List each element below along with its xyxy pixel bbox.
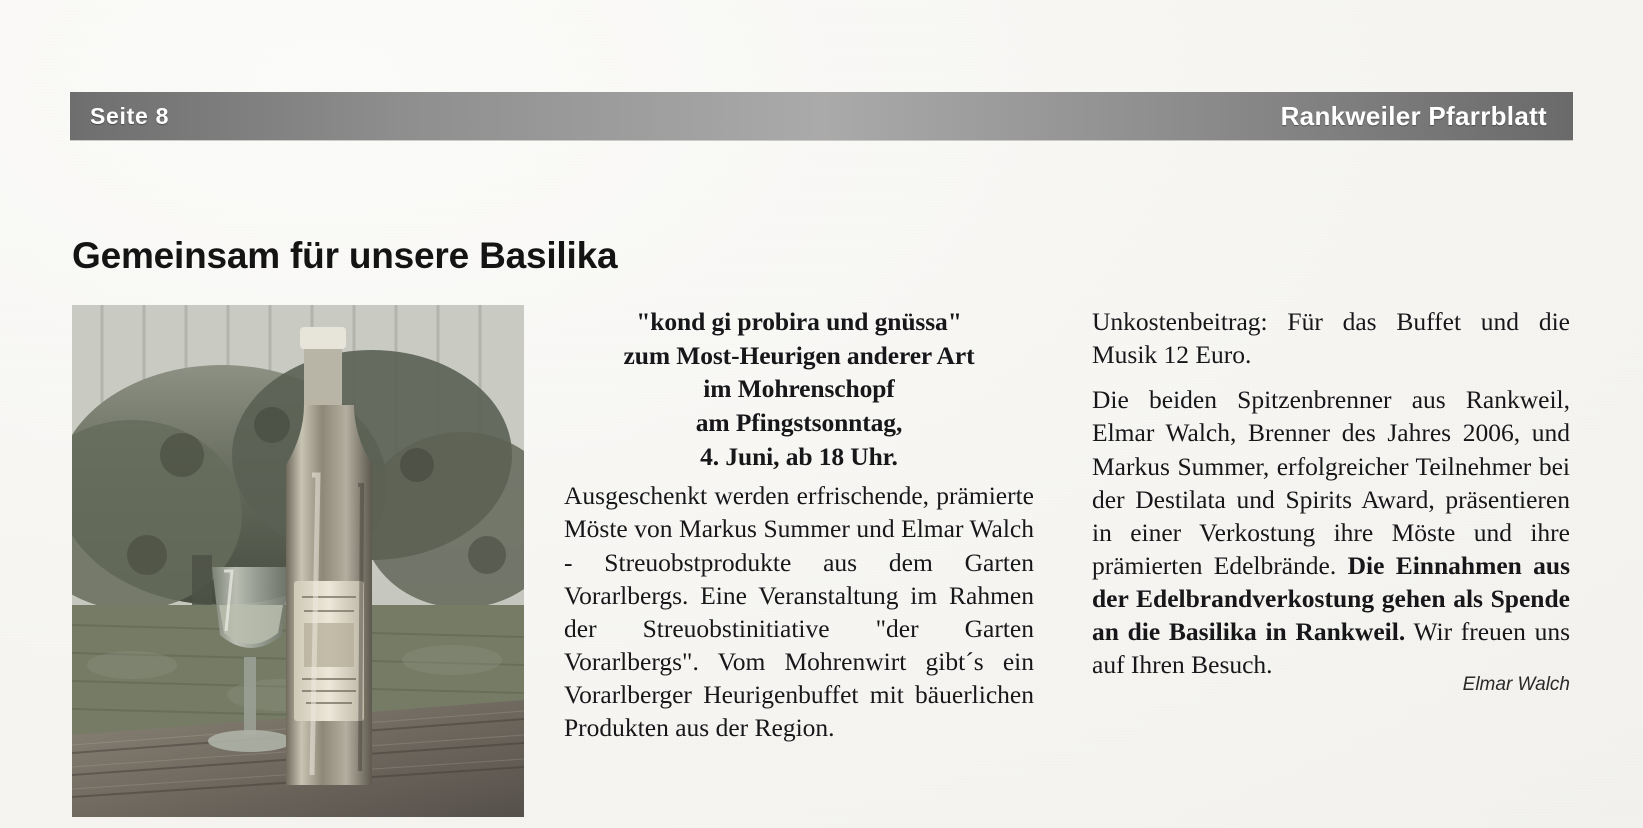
right-paragraph-2-part1: Die beiden Spitzenbrenner aus Rankweil, Elmar Walch, Brenner des Jahres 2006, und Markus Summer, erfolgreicher Teilnehmer bei der Destilata und Spirits Award, präsentieren in einer Verkostung ihre Möste und ihre prämierten Edelbrände. [1092,385,1570,580]
photo-illustration [72,305,524,817]
lede-line-4: am Pfingstsonntag, [695,407,903,437]
lede-line-3: im Mohrenschopf [703,374,895,404]
lede-line-5: 4. Juni, ab 18 Uhr. [700,441,898,471]
page-header-band [70,92,1573,140]
article-body [72,305,1572,825]
right-paragraph-2 [1092,383,1570,681]
middle-paragraph-1: Ausgeschenkt werden erfrischende, prämierte Möste von Markus Summer und Elmar Walch - Streuobstprodukte aus dem Garten Vorarlbergs. Eine Veranstaltung im Rahmen der Streuobstinitiative "der Garten Vorarlbergs". Vom Mohrenwirt gibt´s ein Vorarlberger Heurigenbuffet mit bäuerlichen Produkten aus der Region. [564,481,1034,743]
lede-line-1: "kond gi probira und gnüssa" [636,307,962,336]
most-bottle-and-glass-on-table-photo [72,305,524,817]
article-headline: Gemeinsam für unsere Basilika [72,234,618,276]
page-number-label: Seite 8 [90,102,170,129]
event-lede [564,305,1034,473]
lede-line-2: zum Most-Heurigen anderer Art [623,340,975,370]
right-paragraph-2-part2: Wir freuen uns auf Ihren Besuch. [1092,617,1570,680]
right-paragraph-1: Unkostenbeitrag: Für das Buffet und die Musik 12 Euro. [1092,307,1570,370]
article-column-right [1092,305,1570,695]
publication-title: Rankweiler Pfarrblatt [1280,100,1547,131]
right-paragraph-2-emphasis: Die Einnahmen aus der Edelbrandverkostung gehen als Spende an die Basilika in Rankweil. [1092,550,1570,647]
article-byline: Elmar Walch [1462,673,1570,695]
article-column-middle [564,305,1034,754]
